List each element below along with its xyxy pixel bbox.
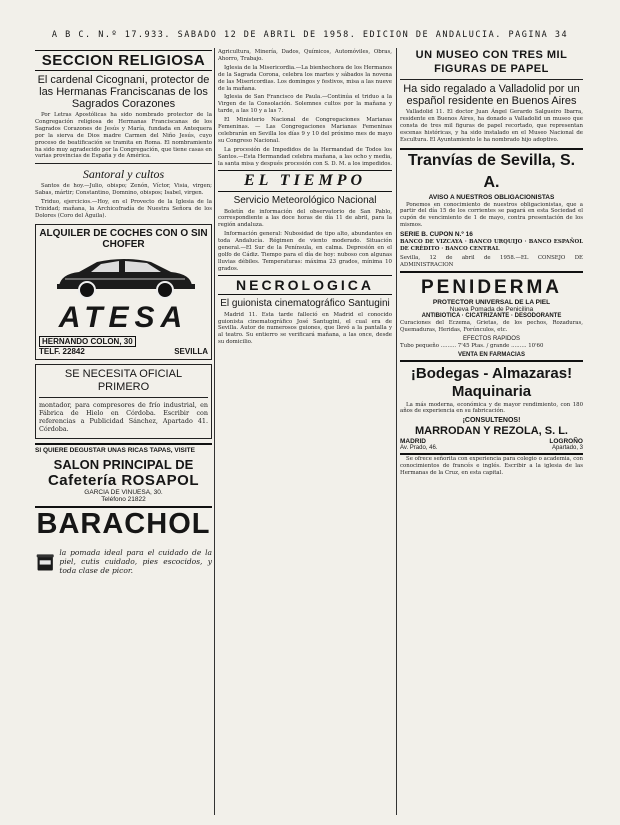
tranvias-body: Ponemos en conocimiento de nuestros obligacionistas, que a partir del día 15 de los corrientes se pagará en esta Sociedad el cupón de vencimiento de 1 de mayo, contra presentación de los mismos. (400, 201, 583, 229)
santoral-body: Santos de hoy.—Julio, obispo; Zenón, Víctor, Visia, virgen; Sabas, mártir; Constantino, Domnino, obispos; Isabel, virgen. (35, 183, 212, 197)
museo-title: UN MUSEO CON TRES MIL FIGURAS DE PAPEL (415, 49, 568, 75)
san-francisco-notice: Iglesia de San Francisco de Paula.—Continúa el triduo a la Virgen de la Consolación. Solemnes cultos por la mañana y tarde, a las 10 y a las 7. (218, 94, 392, 115)
col2-intro: Agricultura, Minería, Dados, Químicos, Automóviles, Obras, Ahorro, Trabajo. (218, 49, 392, 62)
meteo-title: Servicio Meteorológico Nacional (233, 194, 377, 206)
necro-sub: El guionista cinematográfico Santugini (220, 297, 390, 309)
ad-atesa-street: HERNANDO COLON, 30 (39, 336, 136, 347)
page-header: A B C. N.º 17.933. SABADO 12 DE ABRIL DE 1958. EDICION DE ANDALUCIA. PAGINA 34 (51, 30, 569, 40)
peniderma-sub: PROTECTOR UNIVERSAL DE LA PIEL (432, 298, 551, 306)
column-left (35, 48, 212, 817)
ad-oficial-title: SE NECESITA OFICIAL PRIMERO (64, 367, 183, 393)
bodegas-title-2: Maquinaria (451, 382, 532, 400)
museo-body: Valladolid 11. El doctor Juan Ángel Gerardo Salgueiro Ibarra, residente en Buenos Aires, ha donado a Valladolid un museo que consta de tres mil figuras de papel recortado, que representan escenas históricas, y ha sido instalado en el Museo Nacional de Escultura. El Ayuntamiento le ha nombrado hijo adoptivo. (400, 109, 583, 143)
jar-icon (35, 540, 55, 584)
section-title: SECCION RELIGIOSA (35, 50, 212, 71)
peniderma-kinds: ANTIBIOTICA · CICATRIZANTE · DESODORANTE (421, 312, 562, 319)
ad-barachol (35, 506, 212, 584)
tiempo-title: EL TIEMPO (218, 170, 392, 192)
divider (400, 79, 583, 80)
marrodan-cities (400, 438, 583, 445)
marrodan-addresses (400, 445, 583, 455)
ad-rosapol-brand: Cafetería ROSAPOL (47, 471, 200, 489)
ad-barachol-logo: BARACHOL (36, 507, 211, 540)
ministerio-notice: El Ministerio Nacional de Congregaciones Marianas Femeninas. — Las Congregaciones Marianas Femeninas celebrarán en Sevilla los días 9 y 10 del próximo mes de mayo su Congreso Nacional. (218, 117, 392, 144)
column-rule (396, 48, 397, 815)
ad-barachol-body: la pomada ideal para el cuidado de la piel, cutis cuidado, pies escocidos, y toda clase de picor. (59, 548, 212, 576)
tranvias-sub: AVISO A NUESTROS OBLIGACIONISTAS (428, 193, 555, 201)
marrodan-addr-1: Av. Prado, 46. (400, 445, 438, 452)
meteo-body-2: Información general: Nubosidad de tipo alto, abundantes en toda Andalucía. Régimen de viento moderado. Situación general.—El Sur de la Península, en calma. Depresión en el golfo de Cádiz. Tiempo para el día de hoy: nuboso con algunas lluvias débiles. Temperaturas: máxima 23 grados, mínima 10 grados. (218, 231, 392, 272)
ad-bodegas (400, 365, 583, 456)
santoral-body-2: Triduo, ejercicios.—Hoy, en el Provecto de la Iglesia de la Trinidad; mañana, la Archicofradía de Nuestra Señora de los Dolores (Coro del Águila). (35, 199, 212, 219)
column-right (400, 48, 583, 817)
ad-tranvias (400, 148, 583, 273)
divider (39, 397, 208, 398)
ad-atesa-tel: TELF. 22842 (39, 346, 85, 356)
divider (35, 163, 212, 164)
ad-rosapol (35, 443, 212, 503)
article-headline: El cardenal Cicognani, protector de las Hermanas Franciscanas de los Sagrados Corazones (37, 74, 210, 110)
peniderma-logo: PENIDERMA (420, 276, 562, 298)
meteo-body: Boletín de información del observatorio de San Pablo, correspondiente a las doce horas de día 11 de abril, para la región andaluza. (218, 208, 392, 229)
ad-barachol-row (35, 540, 212, 584)
ad-atesa-contact (39, 347, 208, 356)
ad-atesa-logo: ATESA (58, 300, 189, 334)
marrodan-name: MARRODAN Y REZOLA, S. L. (415, 425, 568, 438)
ad-rosapol-intro: SI QUIERE DEGUSTAR UNAS RICAS TAPAS, VISITE (35, 446, 195, 454)
peniderma-effects: EFECTOS RAPIDOS (463, 335, 520, 342)
bottom-notice: Se ofrece señorita con experiencia para colegio o academia, con conocimientos de francés e inglés. Escribir a la iglesia de las Hermanas de la Cruz, en esta capital. (400, 456, 583, 477)
marrodan-city-1: MADRID (400, 438, 426, 446)
ad-atesa-city: SEVILLA (174, 346, 208, 356)
museo-sub: Ha sido regalado a Valladolid por un español residente en Buenos Aires (403, 83, 580, 107)
column-rule (214, 48, 215, 815)
tranvias-cupon: SERIE B. CUPON N.º 16 (400, 231, 473, 239)
marrodan-city-2: LOGROÑO (549, 438, 583, 446)
ad-rosapol-tel: Teléfono 21822 (101, 495, 146, 503)
bodegas-consult: ¡CONSULTENOS! (462, 417, 521, 425)
santoral-title: Santoral y cultos (82, 167, 165, 182)
ad-rosapol-name: SALON PRINCIPAL DE (53, 456, 194, 472)
tranvias-sign: Sevilla, 12 de abril de 1958.—EL CONSEJO DE ADMINISTRACION (400, 254, 583, 268)
procesion-notice: La procesión de Impedidos de la Hermandad de Todos los Santos.—Esta Hermandad celebra mañana, a las ocho y media, la santa misa y después procesión con S. D. M. a los impedidos. (218, 146, 392, 167)
bodegas-body: La más moderna, económica y de mayor rendimiento, con 180 años de experiencia en su fabricación. (400, 401, 583, 415)
ad-atesa (35, 224, 212, 360)
marrodan-addr-2: Apartado, 3 (551, 445, 583, 452)
peniderma-sale: VENTA EN FARMACIAS (400, 352, 583, 362)
ad-peniderma (400, 277, 583, 362)
necro-title: NECROLOGICA (218, 275, 392, 295)
peniderma-body: Curaciones del Eczema, Grietas, de los pechos, Rozaduras, Quemaduras, Heridas, Forúnculos, etc. (400, 319, 583, 333)
ad-oficial-body: montador, para compresores de frío industrial, en Fábrica de Hielo en Córdoba. Escribir con referencias a Publicidad Sánchez, Apartado 41. Córdoba. (39, 400, 208, 433)
article-body: Por Letras Apostólicas ha sido nombrado protector de la Congregación religiosa de Hermanas Franciscanas de los Sagrados Corazones de Jesús y María, fundada en Antequera por la sierva de Dios madre Carmen del Niño Jesús, cuyo proceso de beatificación se tramita en Roma. El nombramiento ha sido muy agradecido por la Congregación, que tiene casas en varias provincias de España y de América. (35, 112, 212, 160)
bodegas-title: ¡Bodegas - Almazaras! (410, 364, 573, 382)
necro-body: Madrid 11. Esta tarde falleció en Madrid el conocido guionista cinematográfico José Santugini, el cual era de Sevilla. Autor de numerosos guiones, que llevó a la pantalla y al teatro. Su entierro se verificará mañana, a las once, desde su domicilio. (218, 311, 392, 346)
ad-rosapol-addr: GARCIA DE VINUESA, 30. (84, 488, 163, 496)
peniderma-prices: Tubo pequeño ......... 7'45 Ptas. / grande ......... 10'60 (400, 342, 544, 349)
ad-oficial (35, 364, 212, 439)
car-illustration (49, 252, 199, 300)
column-middle (218, 48, 392, 817)
tranvias-title: Tranvías de Sevilla, S. A. (407, 151, 576, 191)
ad-atesa-heading: ALQUILER DE COCHES CON O SIN CHOFER (39, 227, 208, 250)
peniderma-line: Nueva Pomada de Penicilina (449, 305, 534, 313)
tranvias-banks: BANCO DE VIZCAYA · BANCO URQUIJO · BANCO ESPAÑOL DE CRÉDITO · BANCO CENTRAL (400, 239, 583, 253)
misericordia-notice: Iglesia de la Misericordia.—La bienhechora de los Hermanos de la Sagrada Corona, celebra los martes y sábados la novena de las Misericordias. Los domingos y festivos, misa a las nueve de la mañana. (218, 64, 392, 92)
ad-atesa-address (39, 336, 208, 347)
